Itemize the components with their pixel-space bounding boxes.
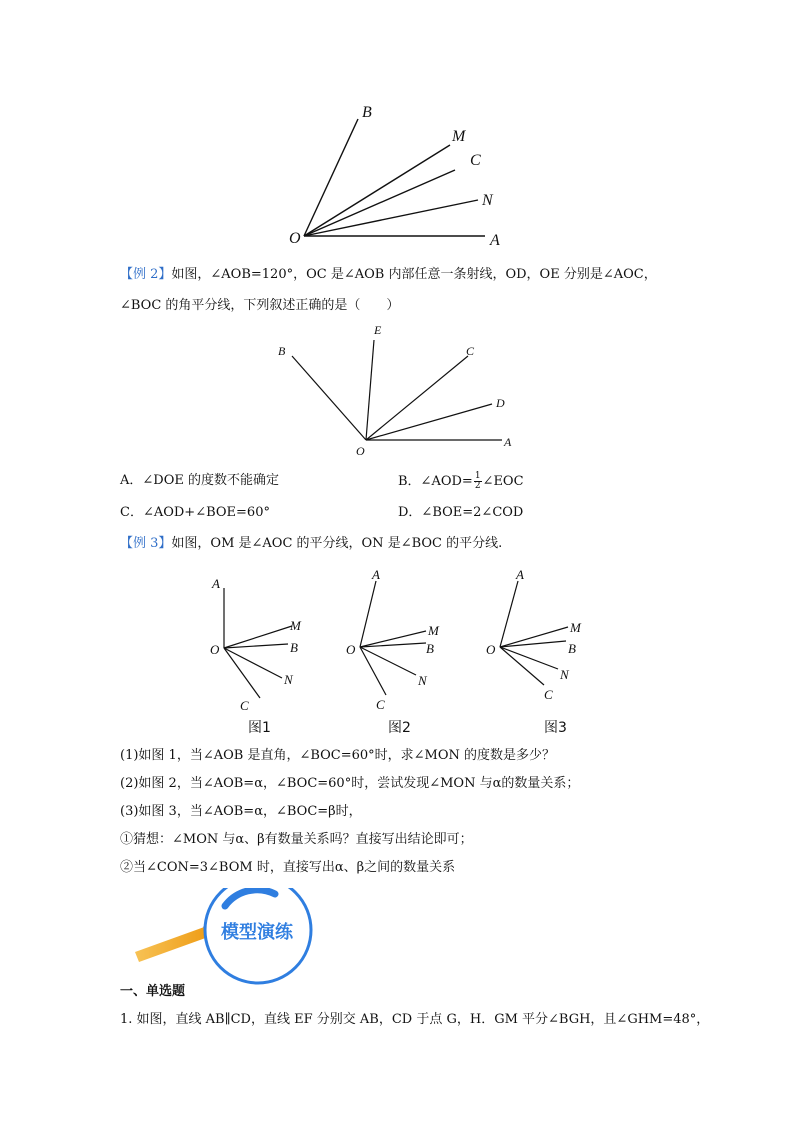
example3-intro-text: 如图，OM 是∠AOC 的平分线，ON 是∠BOC 的平分线. [171, 536, 503, 551]
ray-ob [292, 356, 366, 440]
label-o: O [346, 642, 356, 657]
label-n: N [284, 672, 293, 687]
option-b [398, 472, 524, 491]
option-c: C．∠AOD+∠BOE=60° [120, 505, 270, 520]
label-n: N [418, 673, 427, 688]
ray-om [304, 145, 450, 236]
example3-q3: (3)如图 3，当∠AOB=α，∠BOC=β时， [120, 804, 362, 819]
model-practice-badge [125, 888, 325, 988]
example3-q2: (2)如图 2，当∠AOB=α，∠BOC=60°时，尝试发现∠MON 与α的数量关系； [120, 776, 580, 791]
label-a: A [372, 567, 380, 582]
label-a: A [490, 232, 500, 249]
label-b: B [278, 344, 286, 358]
label-d: D [496, 396, 505, 410]
label-c: C [544, 687, 553, 702]
label-c: C [376, 697, 385, 712]
figure-caption: 图1 [248, 720, 271, 736]
fraction-numerator: 1 [474, 471, 481, 481]
label-o: O [289, 230, 301, 247]
label-m: M [290, 618, 301, 633]
option-b-prefix: B．∠AOD= [398, 474, 473, 489]
figure-example2 [270, 318, 530, 458]
ray-oc [366, 356, 468, 440]
label-c: C [470, 152, 481, 169]
magnifier-handle-icon [135, 926, 211, 962]
example3-q1: (1)如图 1，当∠AOB 是直角，∠BOC=60°时，求∠MON 的度数是多少？ [120, 748, 556, 763]
label-e: E [374, 323, 382, 337]
label-c: C [240, 698, 249, 713]
label-a: A [504, 435, 512, 449]
option-b-fraction [474, 472, 482, 491]
ray-oc [304, 170, 455, 236]
figure-3-3 [474, 565, 604, 740]
example2-text1: 如图，∠AOB=120°，OC 是∠AOB 内部任意一条射线，OD，OE 分别是∠AOC， [171, 267, 657, 282]
figure-3-1 [200, 570, 320, 740]
label-b: B [426, 641, 434, 656]
example2-line2: ∠BOC 的角平分线，下列叙述正确的是（ ） [120, 298, 400, 313]
option-a: A．∠DOE 的度数不能确定 [120, 473, 279, 488]
label-c: C [466, 344, 475, 358]
option-b-suffix: ∠EOC [482, 474, 524, 489]
label-b: B [290, 640, 298, 655]
label-a: A [212, 576, 220, 591]
label-a: A [516, 567, 524, 582]
label-m: M [570, 620, 581, 635]
ray-on [304, 200, 478, 236]
figure-3-2 [336, 565, 456, 740]
figure-top [280, 95, 520, 250]
label-m: M [428, 623, 439, 638]
example3-q3b: ②当∠CON=3∠BOM 时，直接写出α、β之间的数量关系 [120, 860, 456, 875]
fraction-denominator: 2 [474, 481, 481, 491]
badge-label: 模型演练 [221, 922, 293, 943]
label-o: O [356, 444, 365, 458]
label-b: B [568, 641, 576, 656]
ray-od [366, 404, 492, 440]
option-d: D．∠BOE=2∠COD [398, 505, 524, 520]
example2-line1 [120, 266, 657, 284]
example3-q3a: ①猜想：∠MON 与α、β有数量关系吗？直接写出结论即可； [120, 832, 473, 847]
label-n: N [482, 192, 493, 209]
label-n: N [560, 667, 569, 682]
label-o: O [486, 642, 496, 657]
label-b: B [362, 104, 372, 121]
example2-tag: 【例 2】 [120, 267, 172, 282]
label-m: M [452, 128, 466, 145]
figure-caption: 图3 [544, 720, 567, 736]
example3-intro [120, 535, 502, 553]
question-1: 1. 如图，直线 AB∥CD，直线 EF 分别交 AB，CD 于点 G，H．GM 平分∠BGH，且∠GHM=48°， [120, 1012, 710, 1027]
example3-tag: 【例 3】 [120, 536, 172, 551]
figure-caption: 图2 [388, 720, 411, 736]
ray-oe [366, 340, 374, 440]
label-o: O [210, 642, 220, 657]
section-heading: 一、单选题 [120, 984, 186, 999]
